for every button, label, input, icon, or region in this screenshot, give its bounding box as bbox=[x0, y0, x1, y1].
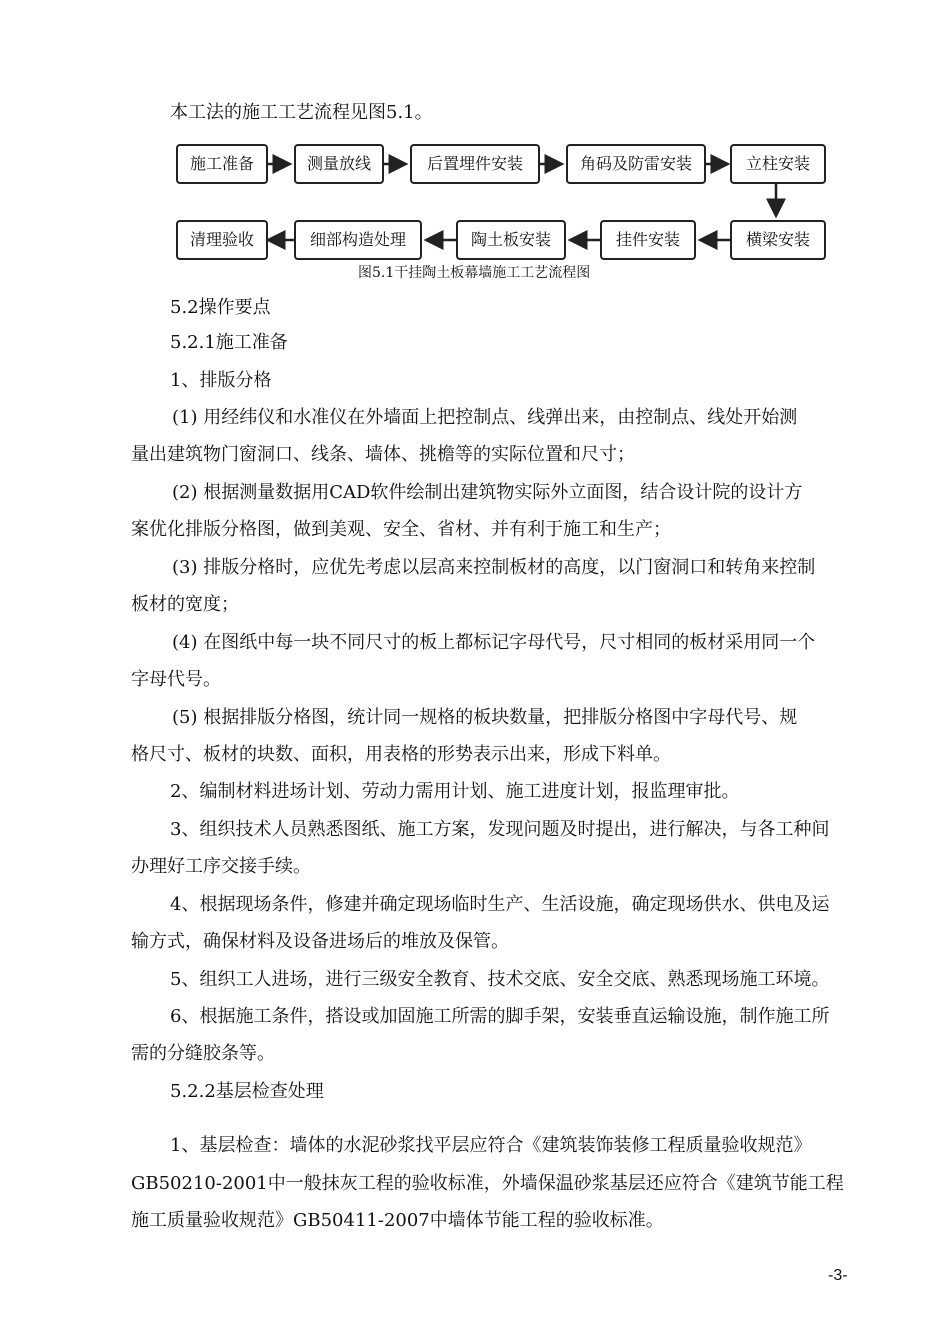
item-2: 2、编制材料进场计划、劳动力需用计划、施工进度计划，报监理审批。 bbox=[170, 781, 740, 802]
flow-box-survey: 测量放线 bbox=[294, 144, 384, 184]
section-5-2-2: 5.2.2基层检查处理 bbox=[170, 1081, 324, 1102]
para-3-line-2: 板材的宽度； bbox=[131, 594, 239, 615]
figure-caption: 图5.1干挂陶土板幕墙施工工艺流程图 bbox=[358, 265, 591, 281]
page-number: -3- bbox=[828, 1267, 848, 1284]
flow-box-panel: 陶土板安装 bbox=[456, 220, 566, 260]
para-4-line-1: (4) 在图纸中每一块不同尺寸的板上都标记字母代号，尺寸相同的板材采用同一个 bbox=[172, 632, 816, 653]
intro-text: 本工法的施工工艺流程见图5.1。 bbox=[170, 102, 433, 123]
para-4-line-2: 字母代号。 bbox=[131, 669, 221, 690]
flow-box-clean: 清理验收 bbox=[176, 220, 268, 260]
flow-box-detail: 细部构造处理 bbox=[294, 220, 422, 260]
item-6-line-1: 6、根据施工条件，搭设或加固施工所需的脚手架，安装垂直运输设施，制作施工所 bbox=[170, 1006, 830, 1027]
flow-box-prepare: 施工准备 bbox=[176, 144, 268, 184]
base-check-line-3: 施工质量验收规范》GB50411-2007中墙体节能工程的验收标准。 bbox=[131, 1210, 664, 1231]
section-5-2: 5.2操作要点 bbox=[170, 297, 271, 318]
para-2-line-1: (2) 根据测量数据用CAD软件绘制出建筑物实际外立面图，结合设计院的设计方 bbox=[172, 482, 803, 503]
flow-box-beam: 横梁安装 bbox=[730, 220, 826, 260]
flow-box-column: 立柱安装 bbox=[730, 144, 826, 184]
para-5-line-1: (5) 根据排版分格图，统计同一规格的板块数量，把排版分格图中字母代号、规 bbox=[172, 707, 798, 728]
flow-box-embed: 后置埋件安装 bbox=[410, 144, 540, 184]
item-6-line-2: 需的分缝胶条等。 bbox=[131, 1043, 275, 1064]
item-4-line-2: 输方式，确保材料及设备进场后的堆放及保管。 bbox=[131, 931, 509, 952]
flow-box-bracket: 角码及防雷安装 bbox=[566, 144, 706, 184]
item-5: 5、组织工人进场，进行三级安全教育、技术交底、安全交底、熟悉现场施工环境。 bbox=[170, 969, 830, 990]
item-3-line-2: 办理好工序交接手续。 bbox=[131, 856, 311, 877]
base-check-line-2: GB50210-2001中一般抹灰工程的验收标准，外墙保温砂浆基层还应符合《建筑节能工程 bbox=[131, 1173, 844, 1194]
para-5-line-2: 格尺寸、板材的块数、面积，用表格的形势表示出来，形成下料单。 bbox=[131, 744, 671, 765]
para-2-line-2: 案优化排版分格图，做到美观、安全、省材、并有利于施工和生产； bbox=[131, 519, 671, 540]
item-3-line-1: 3、组织技术人员熟悉图纸、施工方案，发现问题及时提出，进行解决，与各工种间 bbox=[170, 819, 830, 840]
flow-box-hanger: 挂件安装 bbox=[600, 220, 696, 260]
item-1-title: 1、排版分格 bbox=[170, 370, 272, 391]
para-1-line-1: (1) 用经纬仪和水准仪在外墙面上把控制点、线弹出来，由控制点、线处开始测 bbox=[172, 407, 798, 428]
item-4-line-1: 4、根据现场条件，修建并确定现场临时生产、生活设施，确定现场供水、供电及运 bbox=[170, 894, 830, 915]
section-5-2-1: 5.2.1施工准备 bbox=[170, 332, 288, 353]
para-3-line-1: (3) 排版分格时，应优先考虑以层高来控制板材的高度，以门窗洞口和转角来控制 bbox=[172, 557, 816, 578]
para-1-line-2: 量出建筑物门窗洞口、线条、墙体、挑檐等的实际位置和尺寸； bbox=[131, 444, 635, 465]
base-check-line-1: 1、基层检查：墙体的水泥砂浆找平层应符合《建筑装饰装修工程质量验收规范》 bbox=[170, 1135, 812, 1156]
